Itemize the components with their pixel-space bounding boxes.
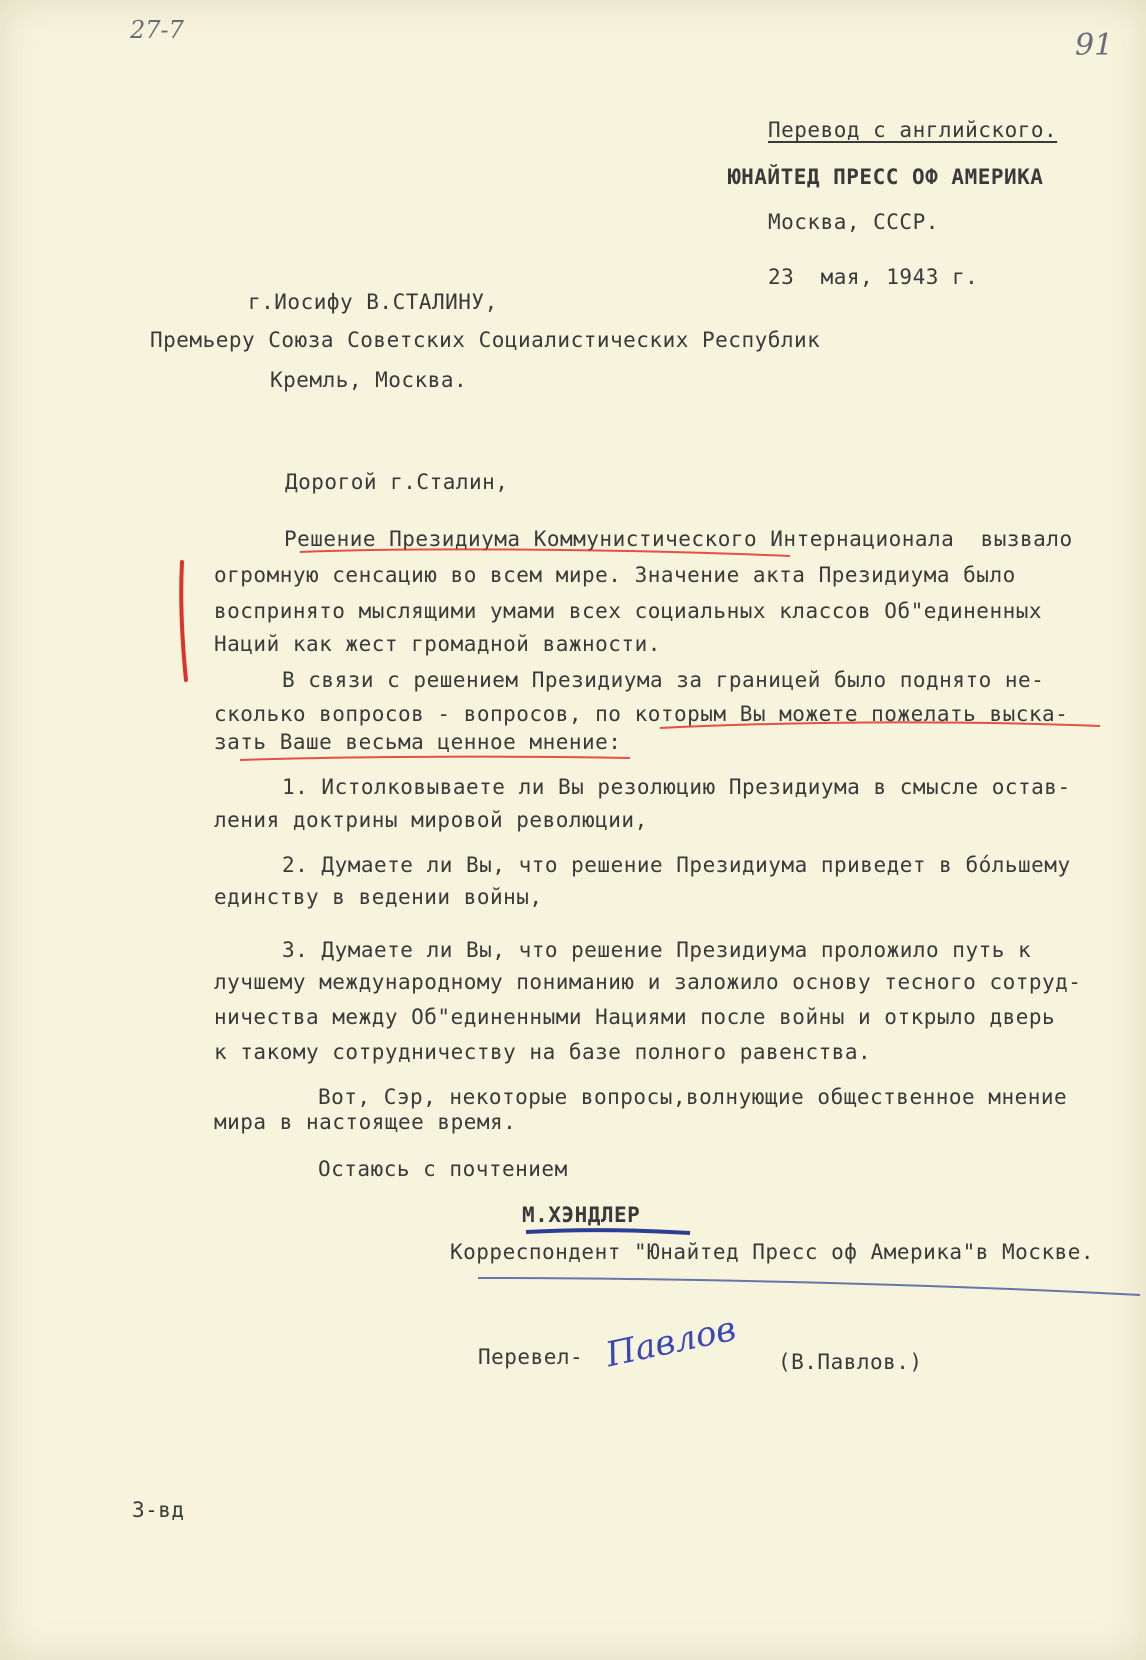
- body-line: зать Ваше весьма ценное мнение:: [214, 730, 622, 754]
- footer-code: 3-вд: [132, 1498, 185, 1522]
- closing: Остаюсь с почтением: [318, 1157, 568, 1181]
- translation-note: Перевод с английского.: [768, 118, 1058, 142]
- body-line: Вот, Сэр, некоторые вопросы,волнующие общественное мнение: [318, 1085, 1068, 1109]
- body-line: 3. Думаете ли Вы, что решение Президиума проложило путь к: [282, 938, 1032, 962]
- archive-mark-top-left: 27-7: [130, 16, 184, 44]
- city: Москва, СССР.: [768, 210, 939, 234]
- blue-underline-title: [478, 1278, 1140, 1295]
- body-line: 2. Думаете ли Вы, что решение Президиума приведет в бóльшему: [282, 853, 1071, 877]
- body-line: мира в настоящее время.: [214, 1110, 517, 1134]
- translator-name: (В.Павлов.): [778, 1350, 923, 1374]
- addressee-line-3: Кремль, Москва.: [270, 368, 468, 392]
- margin-red-line: [181, 562, 186, 680]
- translator-signature: Павлов: [602, 1308, 740, 1376]
- body-line: воспринято мыслящими умами всех социальных классов Об"единенных: [214, 599, 1043, 623]
- translator-label: Перевел-: [478, 1345, 584, 1369]
- addressee-line-2: Премьеру Союза Советских Социалистических Республик: [150, 328, 821, 352]
- salutation: Дорогой г.Сталин,: [285, 470, 509, 494]
- body-line: ления доктрины мировой революции,: [214, 808, 648, 832]
- red-underline-3: [240, 757, 630, 760]
- body-line: Наций как жест громадной важности.: [214, 632, 661, 656]
- body-line: сколько вопросов - вопросов, по которым Вы можете пожелать выска-: [214, 702, 1069, 726]
- body-line: единству в ведении войны,: [214, 885, 543, 909]
- letter-date: 23 мая, 1943 г.: [768, 265, 979, 289]
- body-line: В связи с решением Президиума за границей было поднято не-: [282, 668, 1045, 692]
- signatory-name: М.ХЭНДЛЕР: [522, 1203, 641, 1227]
- page-number: 91: [1075, 28, 1114, 63]
- addressee-line-1: г.Иосифу В.СТАЛИНУ,: [248, 290, 498, 314]
- blue-underline-name: [526, 1230, 690, 1233]
- agency-name: ЮНАЙТЕД ПРЕСС ОФ АМЕРИКА: [728, 165, 1044, 189]
- body-line: огромную сенсацию во всем мире. Значение акта Президиума было: [214, 563, 1016, 587]
- body-line: лучшему международному пониманию и заложило основу тесного сотруд-: [214, 970, 1082, 994]
- body-line: к такому сотрудничеству на базе полного равенства.: [214, 1040, 872, 1064]
- signatory-title: Корреспондент "Юнайтед Пресс оф Америка"в Москве.: [450, 1240, 1095, 1264]
- body-line: Решение Президиума Коммунистического Интернационала вызвало: [284, 527, 1073, 551]
- body-line: ничества между Об"единенными Нациями после войны и открыло дверь: [214, 1005, 1056, 1029]
- body-line: 1. Истолковываете ли Вы резолюцию Президиума в смысле остав-: [282, 775, 1071, 799]
